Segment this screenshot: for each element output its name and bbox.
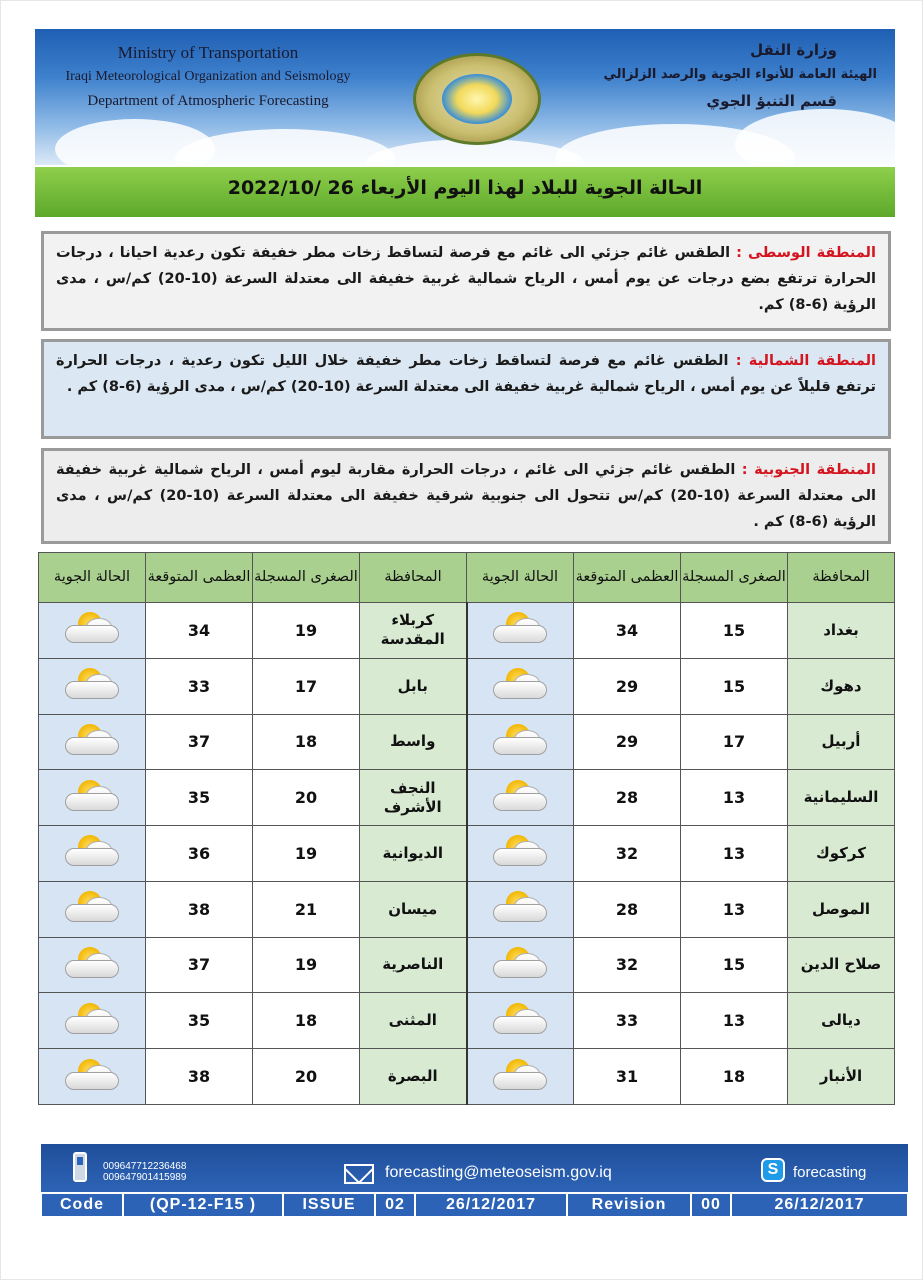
region-central	[41, 231, 891, 331]
weather-cell	[39, 993, 146, 1049]
weather-cell	[467, 937, 574, 993]
department-name-en: Department of Atmospheric Forecasting	[87, 93, 329, 109]
partly-cloudy-icon	[62, 1058, 122, 1092]
weather-cell	[39, 770, 146, 826]
governorate-cell: أربيل	[788, 714, 895, 770]
max-temp-cell: 35	[146, 770, 253, 826]
partly-cloudy-icon	[62, 1002, 122, 1036]
max-temp-cell: 37	[146, 937, 253, 993]
header-max-temp: العظمى المتوقعة	[146, 553, 253, 603]
min-temp-cell: 17	[681, 714, 788, 770]
min-temp-cell: 18	[253, 714, 360, 770]
table-row	[39, 770, 895, 826]
phone-number: 009647712236468	[103, 1161, 187, 1172]
header-weather: الحالة الجوية	[39, 553, 146, 603]
governorate-cell: الأنبار	[788, 1049, 895, 1105]
english-header	[43, 41, 373, 113]
weather-cell	[467, 826, 574, 882]
min-temp-cell: 18	[253, 993, 360, 1049]
governorate-cell: المثنى	[360, 993, 467, 1049]
header-weather: الحالة الجوية	[467, 553, 574, 603]
min-temp-cell: 13	[681, 826, 788, 882]
governorate-cell: كركوك	[788, 826, 895, 882]
max-temp-cell: 32	[574, 937, 681, 993]
header-governorate: المحافظة	[360, 553, 467, 603]
region-label: المنطقة الوسطى :	[736, 245, 876, 261]
issue-value: 02	[375, 1193, 415, 1217]
revision-value: 00	[691, 1193, 731, 1217]
region-label: المنطقة الشمالية :	[735, 353, 876, 369]
governorate-cell: كربلاء المقدسة	[360, 603, 467, 659]
governorate-cell: بغداد	[788, 603, 895, 659]
min-temp-cell: 13	[681, 881, 788, 937]
min-temp-cell: 15	[681, 937, 788, 993]
min-temp-cell: 19	[253, 826, 360, 882]
weather-cell	[39, 881, 146, 937]
header-max-temp: العظمى المتوقعة	[574, 553, 681, 603]
governorate-cell: دهوك	[788, 658, 895, 714]
max-temp-cell: 38	[146, 881, 253, 937]
max-temp-cell: 35	[146, 993, 253, 1049]
skype-handle[interactable]: forecasting	[793, 1164, 867, 1181]
governorate-cell: صلاح الدين	[788, 937, 895, 993]
cloud-decoration	[735, 109, 895, 165]
governorate-cell: الموصل	[788, 881, 895, 937]
phone-icon	[73, 1152, 87, 1182]
partly-cloudy-icon	[62, 779, 122, 813]
max-temp-cell: 37	[146, 714, 253, 770]
weather-cell	[467, 1049, 574, 1105]
partly-cloudy-icon	[490, 834, 550, 868]
region-text: الطقس غائم جزئي الى غائم مع فرصة لتساقط زخات مطر خفيفة تكون رعدية احيانا ، درجات الحرارة ترتفع بضع درجات عن يوم أمس ، الرياح شمالية غربية خفيفة الى معتدلة السرعة (10-20) كم/س ، مدى الرؤية (6-8) كم.	[56, 245, 876, 313]
max-temp-cell: 28	[574, 881, 681, 937]
min-temp-cell: 19	[253, 937, 360, 993]
governorate-cell: الديوانية	[360, 826, 467, 882]
header-banner	[35, 29, 895, 165]
contact-footer	[41, 1144, 908, 1192]
weather-cell	[39, 826, 146, 882]
min-temp-cell: 21	[253, 881, 360, 937]
region-text: الطقس غائم جزئي الى غائم ، درجات الحرارة مقاربة ليوم أمس ، الرياح شمالية غربية خفيفة الى معتدلة السرعة (10-20) كم/س تتحول الى جنوبية شرقية خفيفة الى معتدلة السرعة (10-20) كم/س ، مدى الرؤية (6-8) كم .	[56, 462, 876, 530]
min-temp-cell: 13	[681, 770, 788, 826]
table-row	[39, 826, 895, 882]
max-temp-cell: 29	[574, 658, 681, 714]
cloud-decoration	[175, 129, 395, 165]
partly-cloudy-icon	[62, 890, 122, 924]
region-north	[41, 339, 891, 439]
partly-cloudy-icon	[490, 779, 550, 813]
table-row	[39, 937, 895, 993]
code-label: Code	[41, 1193, 123, 1217]
governorate-cell: السليمانية	[788, 770, 895, 826]
governorate-cell: الناصرية	[360, 937, 467, 993]
min-temp-cell: 18	[681, 1049, 788, 1105]
min-temp-cell: 19	[253, 603, 360, 659]
region-south	[41, 448, 891, 544]
organization-logo	[413, 53, 541, 145]
partly-cloudy-icon	[62, 946, 122, 980]
governorate-cell: البصرة	[360, 1049, 467, 1105]
table-header-row	[39, 553, 895, 603]
table-row	[39, 658, 895, 714]
table-row	[39, 881, 895, 937]
max-temp-cell: 33	[146, 658, 253, 714]
mail-icon	[344, 1164, 374, 1184]
max-temp-cell: 34	[574, 603, 681, 659]
partly-cloudy-icon	[490, 611, 550, 645]
weather-cell	[39, 658, 146, 714]
weather-cell	[467, 993, 574, 1049]
revision-date: 26/12/2017	[731, 1193, 908, 1217]
table-row	[39, 993, 895, 1049]
weather-cell	[467, 714, 574, 770]
table-body	[39, 603, 895, 1105]
weather-cell	[467, 603, 574, 659]
weather-cell	[467, 881, 574, 937]
code-value: (QP-12-F15 )	[123, 1193, 283, 1217]
department-name-ar: قسم التنبؤ الجوي	[706, 92, 837, 110]
min-temp-cell: 15	[681, 603, 788, 659]
partly-cloudy-icon	[490, 946, 550, 980]
region-label: المنطقة الجنوبية :	[741, 462, 876, 478]
weather-cell	[39, 603, 146, 659]
organization-name-ar: الهيئة العامة للأنواء الجوية والرصد الزلزالي	[603, 67, 877, 82]
issue-label: ISSUE	[283, 1193, 375, 1217]
email-address[interactable]: forecasting@meteoseism.gov.iq	[385, 1164, 612, 1181]
partly-cloudy-icon	[62, 834, 122, 868]
partly-cloudy-icon	[490, 1002, 550, 1036]
region-text: الطقس غائم مع فرصة لتساقط زخات مطر خفيفة خلال الليل تكون رعدية ، درجات الحرارة ترتفع قليلاً عن يوم أمس ، الرياح شمالية غربية خفيفة الى معتدلة السرعة (10-20) كم/س ، مدى الرؤية (6-8) كم .	[56, 353, 876, 395]
header-governorate: المحافظة	[788, 553, 895, 603]
header-min-temp: الصغرى المسجلة	[253, 553, 360, 603]
issue-date: 26/12/2017	[415, 1193, 567, 1217]
logo-emblem	[442, 74, 512, 124]
forecast-table	[38, 552, 895, 1105]
max-temp-cell: 29	[574, 714, 681, 770]
governorate-cell: بابل	[360, 658, 467, 714]
max-temp-cell: 32	[574, 826, 681, 882]
max-temp-cell: 38	[146, 1049, 253, 1105]
partly-cloudy-icon	[490, 1058, 550, 1092]
max-temp-cell: 33	[574, 993, 681, 1049]
partly-cloudy-icon	[490, 723, 550, 757]
header-min-temp: الصغرى المسجلة	[681, 553, 788, 603]
partly-cloudy-icon	[62, 611, 122, 645]
governorate-cell: ميسان	[360, 881, 467, 937]
max-temp-cell: 34	[146, 603, 253, 659]
min-temp-cell: 17	[253, 658, 360, 714]
weather-cell	[467, 658, 574, 714]
ministry-name-en: Ministry of Transportation	[117, 43, 299, 62]
arabic-header	[577, 37, 877, 115]
weather-cell	[39, 937, 146, 993]
partly-cloudy-icon	[62, 723, 122, 757]
governorate-cell: ديالى	[788, 993, 895, 1049]
skype-icon: S	[761, 1158, 785, 1182]
governorate-cell: النجف الأشرف	[360, 770, 467, 826]
max-temp-cell: 36	[146, 826, 253, 882]
min-temp-cell: 15	[681, 658, 788, 714]
governorate-cell: واسط	[360, 714, 467, 770]
min-temp-cell: 13	[681, 993, 788, 1049]
organization-name-en: Iraqi Meteorological Organization and Seismology	[65, 69, 351, 84]
phone-numbers	[103, 1161, 186, 1183]
weather-cell	[39, 714, 146, 770]
min-temp-cell: 20	[253, 1049, 360, 1105]
max-temp-cell: 31	[574, 1049, 681, 1105]
table-row	[39, 603, 895, 659]
max-temp-cell: 28	[574, 770, 681, 826]
table-row	[39, 1049, 895, 1105]
partly-cloudy-icon	[490, 890, 550, 924]
weather-cell	[39, 1049, 146, 1105]
page-title: الحالة الجوية للبلاد لهذا اليوم الأربعاء 26 /2022/10	[227, 177, 703, 199]
partly-cloudy-icon	[490, 667, 550, 701]
ministry-name-ar: وزارة النقل	[750, 41, 837, 59]
weather-cell	[467, 770, 574, 826]
table-row	[39, 714, 895, 770]
title-bar	[35, 167, 895, 217]
partly-cloudy-icon	[62, 667, 122, 701]
revision-label: Revision	[567, 1193, 691, 1217]
min-temp-cell: 20	[253, 770, 360, 826]
phone-number: 009647901415989	[103, 1172, 187, 1183]
document-code-bar	[41, 1193, 908, 1217]
